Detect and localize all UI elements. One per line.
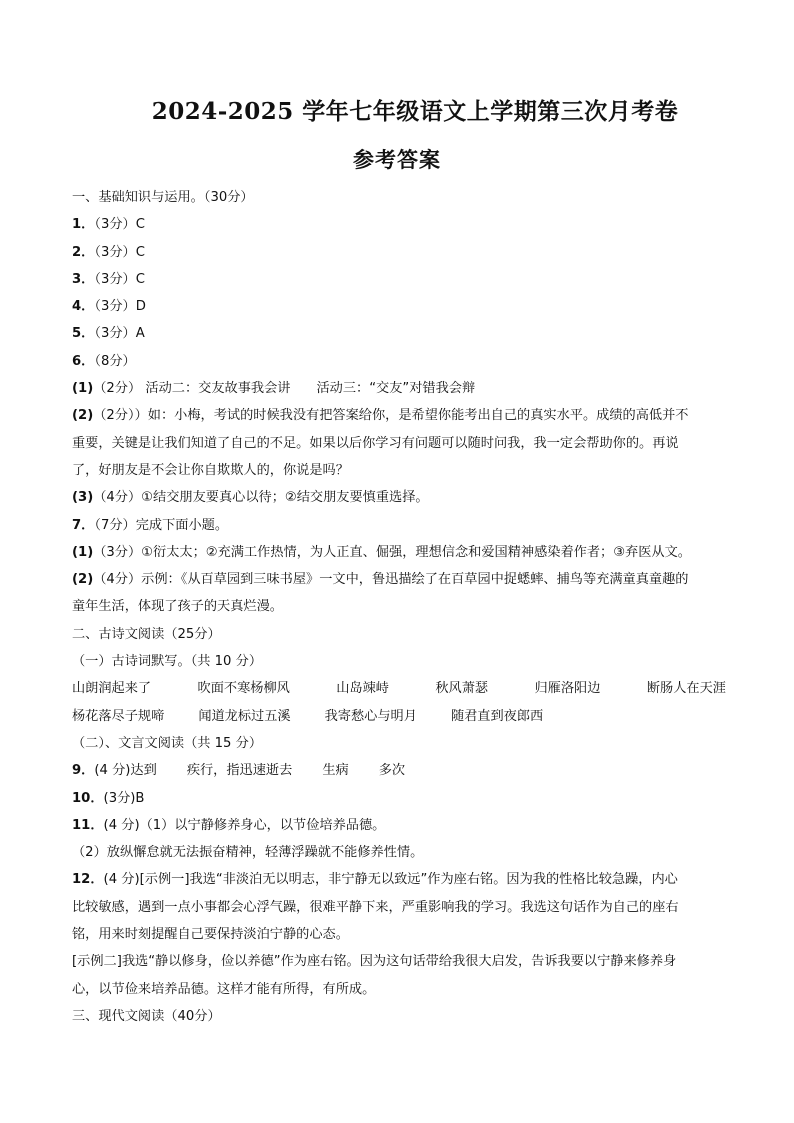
answer-q7-2-line2: 童年生活，体现了孩子的天真烂漫。 xyxy=(72,599,283,615)
question-number: 7． xyxy=(72,517,95,533)
sub-question-number: (2) xyxy=(72,408,94,424)
doc-subtitle: 参考答案 xyxy=(353,148,441,172)
question-number: 4． xyxy=(72,299,95,315)
answer-q6 xyxy=(72,348,726,375)
answer-text: (3分)B xyxy=(103,790,145,806)
subsection-classical-heading: （二）、文言文阅读（共 15 分） xyxy=(72,735,263,751)
poem-answers-row-2 xyxy=(72,703,726,730)
answer-text: （3分）C xyxy=(94,271,145,287)
poem-answer: 断肠人在天涯 xyxy=(646,681,726,697)
answer-q1 xyxy=(72,211,726,238)
answer-text: (4 分)[示例一]我选“非淡泊无以明志，非宁静无以致远”作为座右铭。因为我的性格比较急躁，内心 xyxy=(103,872,678,888)
subsection-poetry-heading: （一）古诗词默写。（共 10 分） xyxy=(72,654,263,670)
answer-q3 xyxy=(72,266,726,293)
question-number: 6． xyxy=(72,353,95,369)
answer-text: （4分）①结交朋友要真心以待；②结交朋友要慎重选择。 xyxy=(93,490,429,506)
answer-q12-line3: 铭，用来时刻提醒自己要保持淡泊宁静的心态。 xyxy=(72,927,349,943)
answer-q2 xyxy=(72,239,726,266)
answer-q7-2-line1 xyxy=(72,566,726,593)
question-number: 2． xyxy=(72,244,95,260)
poem-answer: 闻道龙标过五溪 xyxy=(198,708,291,724)
sub-question-number: (2) xyxy=(72,572,94,588)
answer-text: 疾行，指迅速逝去 xyxy=(186,763,293,779)
answer-q6-2-line3: 了，好朋友是不会让你自欺欺人的，你说是吗？ xyxy=(72,462,349,478)
question-number: 10． xyxy=(72,790,104,806)
poem-answer: 吹面不寒杨柳风 xyxy=(197,681,290,697)
answer-q12-line5: 心，以节俭来培养品德。这样才能有所得，有所成。 xyxy=(72,981,376,997)
answer-q4 xyxy=(72,293,726,320)
question-number: 1． xyxy=(72,217,95,233)
answer-text: (4 分)（1）以宁静修养身心，以节俭培养品德。 xyxy=(103,817,386,833)
answer-text: （2分） 活动二：交友故事我会讲 xyxy=(93,381,291,397)
answer-q12-line1 xyxy=(72,866,726,893)
section-2-heading: 二、古诗文阅读（25分） xyxy=(72,626,221,642)
answer-text: （4分）示例：《从百草园到三味书屋》一文中，鲁迅描绘了在百草园中捉蟋蟀、捕鸟等充满童真童趣的 xyxy=(93,572,689,588)
answer-q7-1 xyxy=(72,539,726,566)
question-number: 3． xyxy=(72,271,95,287)
answer-text: （3分）①衍太太；②充满工作热情，为人正直、倔强，理想信念和爱国精神感染着作者；③弃医从文。 xyxy=(93,544,691,560)
sub-question-number: (1) xyxy=(72,381,94,397)
answer-q11-2: （2）放纵懈怠就无法振奋精神，轻薄浮躁就不能修养性情。 xyxy=(72,845,424,861)
question-number: 9． xyxy=(72,763,95,779)
question-number: 5． xyxy=(72,326,95,342)
poem-answer: 杨花落尽子规啼 xyxy=(72,708,165,724)
answer-q6-2-line2: 重要，关键是让我们知道了自己的不足。如果以后你学习有问题可以随时问我，我一定会帮助你的。再说 xyxy=(72,435,679,451)
sub-question-number: (1) xyxy=(72,544,94,560)
answer-q10 xyxy=(72,785,726,812)
answer-q11 xyxy=(72,812,726,839)
answer-text: （3分）D xyxy=(94,299,146,315)
answer-q6-2-line1 xyxy=(72,402,726,429)
poem-answer: 山朗润起来了 xyxy=(72,681,152,697)
answer-text: （3分）A xyxy=(94,326,145,342)
answer-text: （2分））如：小梅，考试的时候我没有把答案给你，是希望你能考出自己的真实水平。成绩的高低并不 xyxy=(93,408,689,424)
poem-answer: 随君直到夜郎西 xyxy=(450,708,544,724)
sub-question-number: (3) xyxy=(72,490,94,506)
answer-text: （7分）完成下面小题。 xyxy=(94,517,229,533)
answer-content xyxy=(72,184,726,1030)
poem-answer: 秋风萧瑟 xyxy=(435,681,489,697)
answer-text: （3分）C xyxy=(94,244,145,260)
poem-answers-row-1 xyxy=(72,675,726,702)
answer-text: （3分）C xyxy=(94,217,145,233)
answer-q6-3 xyxy=(72,484,726,511)
answer-text: (4 分)达到 xyxy=(94,763,157,779)
section-3-heading: 三、现代文阅读（40分） xyxy=(72,1008,221,1024)
answer-q6-1 xyxy=(72,375,726,402)
poem-answer: 我寄愁心与明月 xyxy=(324,708,417,724)
answer-text: 活动三：“交友”对错我会辩 xyxy=(316,381,476,397)
answer-q12-line2: 比较敏感，遇到一点小事都会心浮气躁，很难平静下来，严重影响我的学习。我选这句话作为自己的座右 xyxy=(72,899,679,915)
question-number: 12． xyxy=(72,872,104,888)
answer-q12-line4: [示例二]我选“静以修身，俭以养德”作为座右铭。因为这句话带给我很大启发，告诉我要以宁静来修养身 xyxy=(72,954,677,970)
answer-q7 xyxy=(72,512,726,539)
answer-text: 多次 xyxy=(378,763,406,779)
answer-text: 生病 xyxy=(322,763,349,779)
answer-q5 xyxy=(72,320,726,347)
answer-q9 xyxy=(72,757,726,784)
poem-answer: 归雁洛阳边 xyxy=(534,681,601,697)
question-number: 11． xyxy=(72,817,104,833)
answer-text: （8分） xyxy=(94,353,136,369)
doc-title: 2024-2025 学年七年级语文上学期第三次月考卷 xyxy=(151,98,679,125)
section-1-heading: 一、基础知识与运用。（30分） xyxy=(72,190,254,205)
poem-answer: 山岛竦峙 xyxy=(336,681,389,697)
